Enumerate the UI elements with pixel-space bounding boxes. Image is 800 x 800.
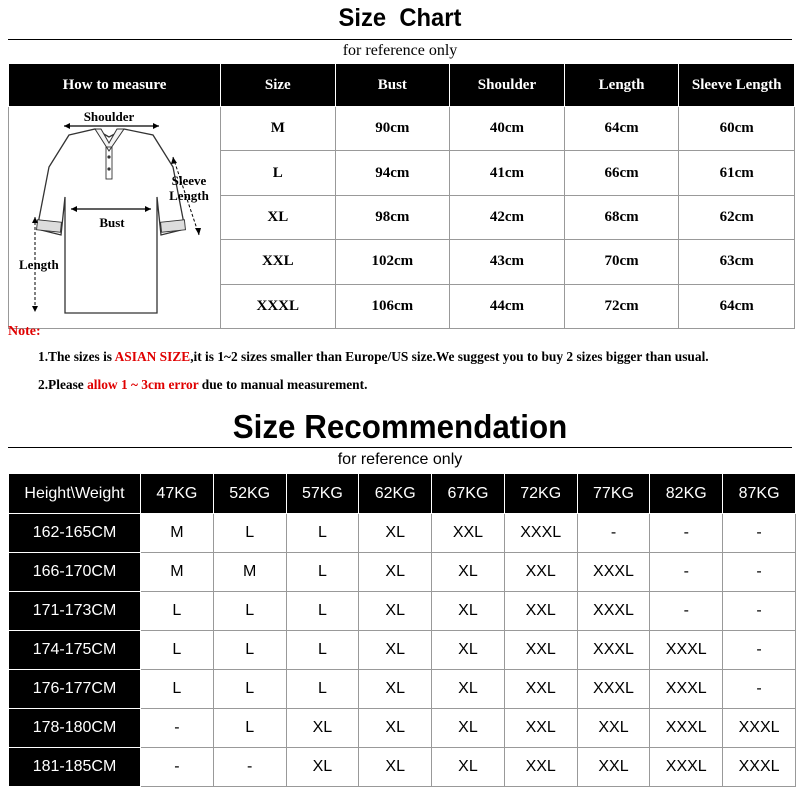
header-weight: 52KG <box>213 474 286 514</box>
table-row <box>9 514 796 553</box>
size-cell: XL <box>432 631 505 670</box>
size-cell: XXL <box>504 592 577 631</box>
recommendation-title-word1: Size <box>232 408 296 445</box>
measurement-figure-cell <box>9 107 221 329</box>
recommendation-subtitle: for reference only <box>337 451 463 468</box>
height-cell: 176-177CM <box>9 670 141 709</box>
size-cell: L <box>141 592 214 631</box>
shoulder-cell: 44cm <box>450 284 565 328</box>
size-cell: XXL <box>221 240 336 284</box>
title-divider <box>8 39 792 40</box>
height-cell: 181-185CM <box>9 748 141 787</box>
table-row <box>9 553 796 592</box>
bust-cell: 102cm <box>335 240 450 284</box>
size-cell: XXXL <box>650 709 723 748</box>
size-cell: L <box>286 553 359 592</box>
size-cell: XL <box>432 592 505 631</box>
table-row <box>9 107 795 151</box>
size-chart-header-row <box>9 64 795 107</box>
header-weight: 82KG <box>650 474 723 514</box>
size-chart-title-word2: Chart <box>399 4 462 32</box>
note-2-highlight: allow 1 ~ 3cm error <box>87 377 199 392</box>
size-cell: XXXL <box>577 670 650 709</box>
length-cell: 70cm <box>564 240 679 284</box>
header-length: Length <box>564 64 679 107</box>
size-cell: XL <box>359 670 432 709</box>
header-weight: 47KG <box>141 474 214 514</box>
size-cell: M <box>221 107 336 151</box>
size-cell: L <box>213 631 286 670</box>
size-cell: L <box>141 631 214 670</box>
size-cell: XL <box>432 709 505 748</box>
sleeve-label-line2: Length <box>169 188 209 203</box>
size-cell: XXXL <box>723 748 796 787</box>
size-cell: L <box>213 592 286 631</box>
size-cell: XL <box>221 195 336 239</box>
note-2-post: due to manual measurement. <box>198 377 368 392</box>
length-cell: 68cm <box>564 195 679 239</box>
size-cell: XL <box>359 592 432 631</box>
size-chart-title <box>20 4 780 33</box>
size-cell: L <box>213 709 286 748</box>
size-cell: XXXL <box>577 631 650 670</box>
size-cell: - <box>723 631 796 670</box>
shoulder-cell: 40cm <box>450 107 565 151</box>
note-1-highlight: ASIAN SIZE <box>114 349 191 364</box>
size-cell: M <box>141 514 214 553</box>
size-cell: L <box>286 631 359 670</box>
height-cell: 171-173CM <box>9 592 141 631</box>
note-1-pre: 1.The sizes is <box>38 349 115 364</box>
header-weight: 87KG <box>723 474 796 514</box>
size-cell: XL <box>359 514 432 553</box>
size-cell: L <box>286 592 359 631</box>
note-1-post: ,it is 1~2 sizes smaller than Europe/US size.We suggest you to buy 2 sizes bigger than usual. <box>190 349 709 364</box>
height-cell: 166-170CM <box>9 553 141 592</box>
size-cell: XL <box>432 553 505 592</box>
size-cell: - <box>577 514 650 553</box>
size-cell: L <box>141 670 214 709</box>
table-row <box>9 592 796 631</box>
bust-cell: 94cm <box>335 151 450 195</box>
size-cell: L <box>221 151 336 195</box>
size-cell: XL <box>432 670 505 709</box>
size-cell: XL <box>286 748 359 787</box>
sleeve-label-line1: Sleeve <box>171 173 207 188</box>
size-cell: - <box>213 748 286 787</box>
sleeve-cell: 64cm <box>679 284 795 328</box>
size-cell: XXL <box>432 514 505 553</box>
size-cell: - <box>723 514 796 553</box>
size-cell: XL <box>286 709 359 748</box>
size-cell: M <box>141 553 214 592</box>
bust-cell: 98cm <box>335 195 450 239</box>
size-cell: XL <box>359 748 432 787</box>
size-cell: - <box>141 748 214 787</box>
size-cell: XXL <box>504 553 577 592</box>
size-recommendation-table <box>8 473 796 787</box>
length-cell: 64cm <box>564 107 679 151</box>
table-row <box>9 748 796 787</box>
note-1 <box>38 349 709 365</box>
bust-label: Bust <box>99 215 125 230</box>
size-cell: XXXL <box>221 284 336 328</box>
header-weight: 77KG <box>577 474 650 514</box>
size-cell: XXL <box>577 748 650 787</box>
size-cell: - <box>723 553 796 592</box>
header-shoulder: Shoulder <box>450 64 565 107</box>
note-2 <box>38 377 367 393</box>
size-cell: L <box>286 670 359 709</box>
header-how-to-measure: How to measure <box>9 64 221 107</box>
size-cell: L <box>213 670 286 709</box>
size-cell: XXL <box>504 631 577 670</box>
size-chart-title-word1: Size <box>338 4 387 32</box>
sleeve-cell: 60cm <box>679 107 795 151</box>
length-cell: 72cm <box>564 284 679 328</box>
recommendation-title-word2: Recommendation <box>304 408 568 445</box>
size-cell: L <box>286 514 359 553</box>
header-size: Size <box>221 64 336 107</box>
size-cell: M <box>213 553 286 592</box>
bust-cell: 106cm <box>335 284 450 328</box>
header-height-weight: Height\Weight <box>9 474 141 514</box>
size-cell: XXXL <box>723 709 796 748</box>
height-cell: 162-165CM <box>9 514 141 553</box>
size-chart-subtitle: for reference only <box>342 42 458 59</box>
header-bust: Bust <box>335 64 450 107</box>
size-cell: XXL <box>504 748 577 787</box>
header-weight: 67KG <box>432 474 505 514</box>
shoulder-cell: 43cm <box>450 240 565 284</box>
size-cell: XL <box>359 631 432 670</box>
height-cell: 178-180CM <box>9 709 141 748</box>
size-cell: XXXL <box>577 553 650 592</box>
sleeve-cell: 61cm <box>679 151 795 195</box>
size-cell: - <box>723 592 796 631</box>
size-cell: - <box>650 553 723 592</box>
size-cell: XL <box>432 748 505 787</box>
size-cell: XL <box>359 709 432 748</box>
header-weight: 62KG <box>359 474 432 514</box>
size-cell: XXXL <box>504 514 577 553</box>
size-cell: XXL <box>504 670 577 709</box>
shoulder-label: Shoulder <box>83 109 135 124</box>
header-sleeve-length: Sleeve Length <box>679 64 795 107</box>
height-cell: 174-175CM <box>9 631 141 670</box>
size-cell: XXL <box>577 709 650 748</box>
table-row <box>9 631 796 670</box>
note-label: Note: <box>8 324 41 339</box>
length-label: Length <box>19 257 59 272</box>
polo-shirt-diagram <box>9 107 220 323</box>
size-cell: XXXL <box>650 631 723 670</box>
shoulder-cell: 42cm <box>450 195 565 239</box>
length-cell: 66cm <box>564 151 679 195</box>
header-weight: 72KG <box>504 474 577 514</box>
size-cell: - <box>141 709 214 748</box>
header-weight: 57KG <box>286 474 359 514</box>
bust-cell: 90cm <box>335 107 450 151</box>
size-cell: - <box>650 514 723 553</box>
table-row <box>9 670 796 709</box>
size-chart-table <box>8 63 795 329</box>
size-cell: XL <box>359 553 432 592</box>
size-cell: XXXL <box>650 670 723 709</box>
size-cell: - <box>723 670 796 709</box>
size-cell: XXXL <box>650 748 723 787</box>
size-cell: L <box>213 514 286 553</box>
recommendation-header-row <box>9 474 796 514</box>
size-cell: XXL <box>504 709 577 748</box>
size-cell: XXXL <box>577 592 650 631</box>
recommendation-divider <box>8 447 792 448</box>
recommendation-title <box>20 408 780 446</box>
size-cell: - <box>650 592 723 631</box>
sleeve-cell: 62cm <box>679 195 795 239</box>
note-2-pre: 2.Please <box>38 377 88 392</box>
table-row <box>9 709 796 748</box>
shoulder-cell: 41cm <box>450 151 565 195</box>
sleeve-cell: 63cm <box>679 240 795 284</box>
